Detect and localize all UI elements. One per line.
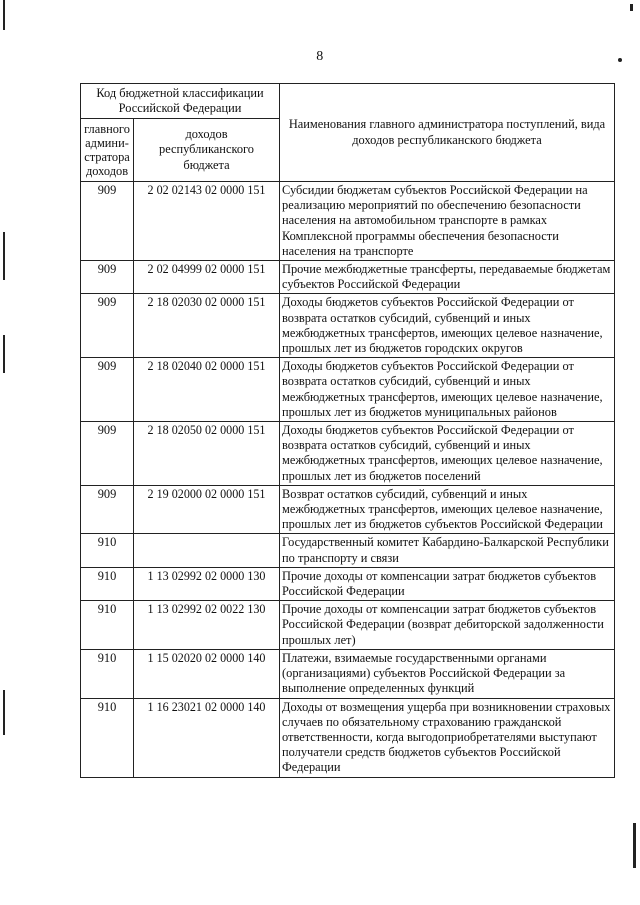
table-row — [81, 422, 615, 486]
admin-code-cell: 910 — [81, 649, 134, 698]
table-row — [81, 261, 615, 294]
income-name-cell: Субсидии бюджетам субъектов Российской Федерации на реализацию мероприятий по обеспечению безопасности населения на автомобильном транспорте в рамках Комплексной программы обеспечения безопасности населения на транспорте — [280, 182, 615, 261]
header-code-group: Код бюджетной классификации Российской Федерации — [81, 84, 280, 119]
income-name-cell: Прочие межбюджетные трансферты, передаваемые бюджетам субъектов Российской Федерации — [280, 261, 615, 294]
admin-code-cell: 910 — [81, 534, 134, 567]
table-row — [81, 601, 615, 650]
income-code-cell: 2 18 02040 02 0000 151 — [134, 358, 280, 422]
table-row — [81, 698, 615, 777]
table-row — [81, 485, 615, 534]
income-code-cell: 2 18 02050 02 0000 151 — [134, 422, 280, 486]
header-name: Наименования главного администратора поступлений, вида доходов республиканского бюджета — [280, 84, 615, 182]
admin-code-cell: 910 — [81, 601, 134, 650]
income-name-cell: Государственный комитет Кабардино-Балкарской Республики по транспорту и связи — [280, 534, 615, 567]
table-row — [81, 649, 615, 698]
admin-code-cell: 909 — [81, 261, 134, 294]
income-code-cell: 1 15 02020 02 0000 140 — [134, 649, 280, 698]
income-code-cell: 2 02 04999 02 0000 151 — [134, 261, 280, 294]
income-name-cell: Возврат остатков субсидий, субвенций и иных межбюджетных трансфертов, имеющих целевое назначение, прошлых лет из бюджетов субъектов Российской Федерации — [280, 485, 615, 534]
income-code-cell: 1 13 02992 02 0022 130 — [134, 601, 280, 650]
income-code-cell: 2 18 02030 02 0000 151 — [134, 294, 280, 358]
income-name-cell: Прочие доходы от компенсации затрат бюджетов субъектов Российской Федерации — [280, 567, 615, 600]
income-name-cell: Прочие доходы от компенсации затрат бюджетов субъектов Российской Федерации (возврат дебиторской задолженности прошлых лет) — [280, 601, 615, 650]
admin-code-cell: 909 — [81, 294, 134, 358]
page-number: 8 — [316, 49, 324, 64]
table-row — [81, 567, 615, 600]
income-name-cell: Доходы бюджетов субъектов Российской Федерации от возврата остатков субсидий, субвенций и иных межбюджетных трансфертов, имеющих целевое назначение, прошлых лет из бюджетов городских округов — [280, 294, 615, 358]
scan-mark-left-3 — [3, 690, 5, 735]
income-code-cell: 2 19 02000 02 0000 151 — [134, 485, 280, 534]
income-code-cell — [134, 534, 280, 567]
income-name-cell: Доходы от возмещения ущерба при возникновении страховых случаев по обязательному страхованию гражданской ответственности, когда выгодоприобретателями выступают получатели средств бюджетов субъектов Российской Федерации — [280, 698, 615, 777]
admin-code-cell: 909 — [81, 422, 134, 486]
admin-code-cell: 909 — [81, 182, 134, 261]
table-row — [81, 294, 615, 358]
income-name-cell: Платежи, взимаемые государственными органами (организациями) субъектов Российской Федерации за выполнение определенных функций — [280, 649, 615, 698]
income-code-cell: 1 13 02992 02 0000 130 — [134, 567, 280, 600]
table-body — [81, 182, 615, 778]
scan-mark-top-left — [3, 0, 5, 30]
income-code-cell: 2 02 02143 02 0000 151 — [134, 182, 280, 261]
admin-code-cell: 910 — [81, 567, 134, 600]
income-name-cell: Доходы бюджетов субъектов Российской Федерации от возврата остатков субсидий, субвенций и иных межбюджетных трансфертов, имеющих целевое назначение, прошлых лет из бюджетов муниципальных районов — [280, 358, 615, 422]
scan-mark-top-right — [630, 4, 633, 11]
scan-mark-left-1 — [3, 232, 5, 280]
admin-code-cell: 910 — [81, 698, 134, 777]
header-admin: главного админи-стратора доходов — [81, 119, 134, 182]
table-row — [81, 182, 615, 261]
income-code-cell: 1 16 23021 02 0000 140 — [134, 698, 280, 777]
scan-mark-bottom-right — [633, 823, 636, 868]
budget-classification-table — [80, 83, 615, 778]
scan-mark-left-2 — [3, 335, 5, 373]
table-row — [81, 534, 615, 567]
table-row — [81, 358, 615, 422]
header-income: доходов республиканского бюджета — [134, 119, 280, 182]
admin-code-cell: 909 — [81, 485, 134, 534]
admin-code-cell: 909 — [81, 358, 134, 422]
income-name-cell: Доходы бюджетов субъектов Российской Федерации от возврата остатков субсидий, субвенций и иных межбюджетных трансфертов, имеющих целевое назначение, прошлых лет из бюджетов поселений — [280, 422, 615, 486]
